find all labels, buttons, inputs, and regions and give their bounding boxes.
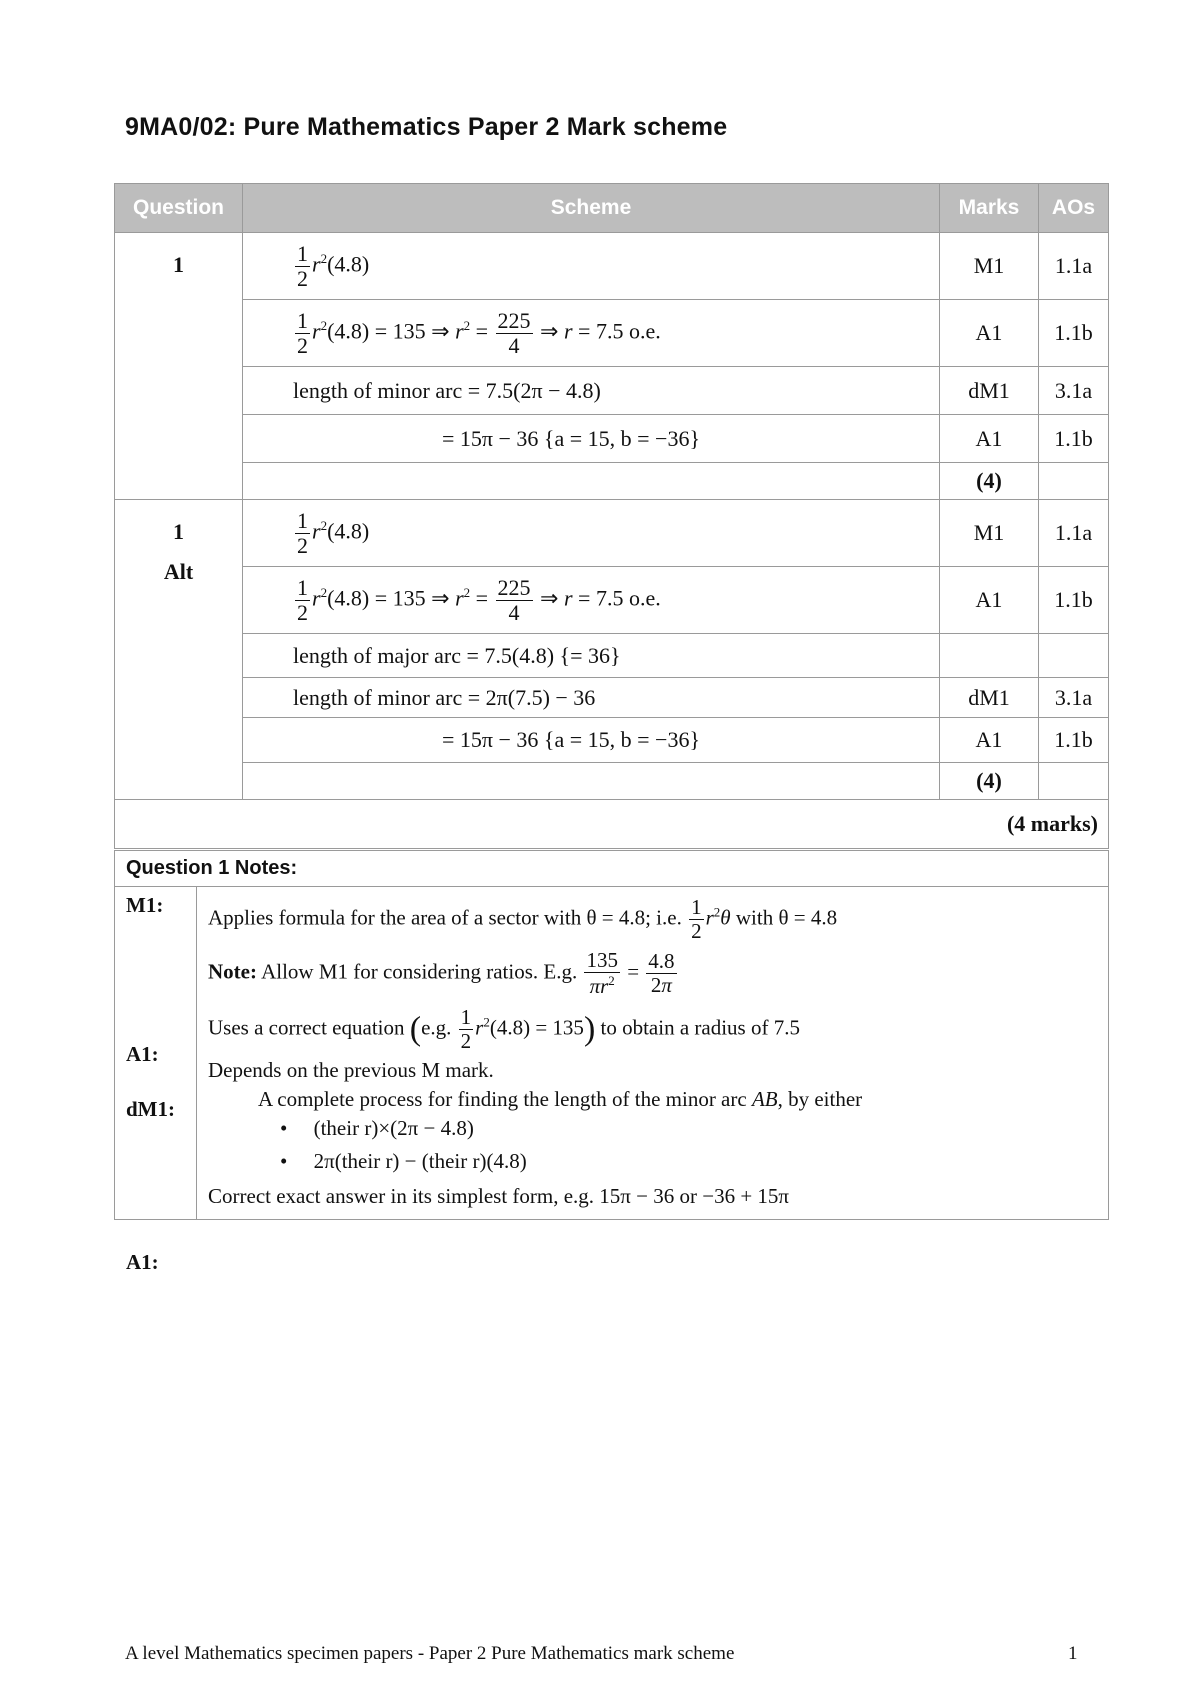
scheme-cell: = 15π − 36 {a = 15, b = −36} [243, 415, 940, 463]
note-dm1: Depends on the previous M mark. [208, 1058, 494, 1082]
total-marks: (4 marks) [115, 800, 1109, 849]
ao-cell: 1.1a [1039, 500, 1109, 567]
table-row [115, 300, 1109, 367]
page-title: 9MA0/02: Pure Mathematics Paper 2 Mark scheme [125, 113, 728, 141]
ao-cell: 3.1a [1039, 367, 1109, 415]
note-label-m1: M1: [126, 893, 164, 917]
mark-cell: dM1 [940, 367, 1039, 415]
table-row [115, 634, 1109, 678]
header-question: Question [115, 184, 243, 233]
mark-cell: A1 [940, 300, 1039, 367]
ao-cell [1039, 463, 1109, 500]
table-row [115, 678, 1109, 718]
scheme-cell: $\frac{1}{2}$ $r^2(4.8) = 135$ ⇒ $r^2$ = $\frac{225}{4}$ ⇒ r = 7.5 o.e. [243, 300, 940, 367]
scheme-cell: $\frac{1}{2}$ $r^2(4.8)$ [243, 233, 940, 300]
notes-header: Question 1 Notes: [115, 851, 1109, 887]
table-row [115, 763, 1109, 800]
scheme-cell: length of minor arc = 7.5(2π − 4.8) [243, 367, 940, 415]
notes-body [197, 887, 1109, 1220]
footer-text: A level Mathematics specimen papers - Paper 2 Pure Mathematics mark scheme [125, 1643, 735, 1664]
mark-cell: A1 [940, 415, 1039, 463]
mark-subtotal: (4) [940, 463, 1039, 500]
table-row [115, 567, 1109, 634]
ao-cell: 1.1b [1039, 718, 1109, 763]
scheme-cell: $\frac{1}{2}$ $r^2(4.8)$ [243, 500, 940, 567]
mark-cell: dM1 [940, 678, 1039, 718]
note-a1: Uses a correct equation (e.g. $\frac{1}{2}$ $r^2(4.8) = 135$) to obtain a radius of 7.5 [208, 1005, 800, 1053]
mark-cell: A1 [940, 567, 1039, 634]
header-marks: Marks [940, 184, 1039, 233]
ao-cell [1039, 763, 1109, 800]
note-dm1-process: A complete process for finding the length of the minor arc AB, by either [258, 1087, 863, 1111]
note-m1-ratio: Note: Allow M1 for considering ratios. E.g. $\frac{135}{\pi r^2}$ = $\frac{4.8}{2\pi}$ [208, 948, 675, 998]
ao-cell: 1.1a [1039, 233, 1109, 300]
page-number: 1 [1068, 1643, 1078, 1664]
mark-cell: M1 [940, 500, 1039, 567]
note-label-dm1: dM1: [126, 1097, 175, 1121]
note-label-a1b: A1: [126, 1250, 159, 1274]
mark-cell: M1 [940, 233, 1039, 300]
note-label-a1: A1: [126, 1042, 159, 1066]
question-number-alt: 1 Alt [115, 500, 243, 800]
note-a1b: Correct exact answer in its simplest form, e.g. 15π − 36 or −36 + 15π [208, 1184, 790, 1208]
table-row [115, 415, 1109, 463]
ao-cell: 1.1b [1039, 415, 1109, 463]
ao-cell: 3.1a [1039, 678, 1109, 718]
note-m1: Applies formula for the area of a sector with θ = 4.8; i.e. $\frac{1}{2}$ $r^2\theta$ with θ = 4.8 [208, 895, 838, 943]
table-row [115, 367, 1109, 415]
table-row [115, 500, 1109, 567]
scheme-cell [243, 463, 940, 500]
mark-cell [940, 634, 1039, 678]
scheme-cell: length of major arc = 7.5(4.8) {= 36} [243, 634, 940, 678]
notes-table [114, 850, 1109, 1274]
scheme-cell: = 15π − 36 {a = 15, b = −36} [243, 718, 940, 763]
list-item: • (their r)×(2π − 4.8) [280, 1116, 474, 1140]
ao-cell: 1.1b [1039, 567, 1109, 634]
table-row [115, 233, 1109, 300]
mark-scheme-table [114, 183, 1109, 849]
table-row [115, 463, 1109, 500]
notes-labels [115, 887, 197, 1274]
ao-cell: 1.1b [1039, 300, 1109, 367]
list-item: • 2π(their r) − (their r)(4.8) [280, 1149, 527, 1173]
scheme-cell [243, 763, 940, 800]
scheme-cell: length of minor arc = 2π(7.5) − 36 [243, 678, 940, 718]
question-number: 1 [115, 233, 243, 500]
fraction: $\frac{1}{2}$ [297, 240, 308, 291]
header-aos: AOs [1039, 184, 1109, 233]
total-row [115, 800, 1109, 849]
header-scheme: Scheme [243, 184, 940, 233]
table-header-row [115, 184, 1109, 233]
ao-cell [1039, 634, 1109, 678]
mark-subtotal: (4) [940, 763, 1039, 800]
table-row [115, 718, 1109, 763]
mark-cell: A1 [940, 718, 1039, 763]
scheme-cell: $\frac{1}{2}$ $r^2(4.8) = 135$ ⇒ $r^2$ = $\frac{225}{4}$ ⇒ r = 7.5 o.e. [243, 567, 940, 634]
